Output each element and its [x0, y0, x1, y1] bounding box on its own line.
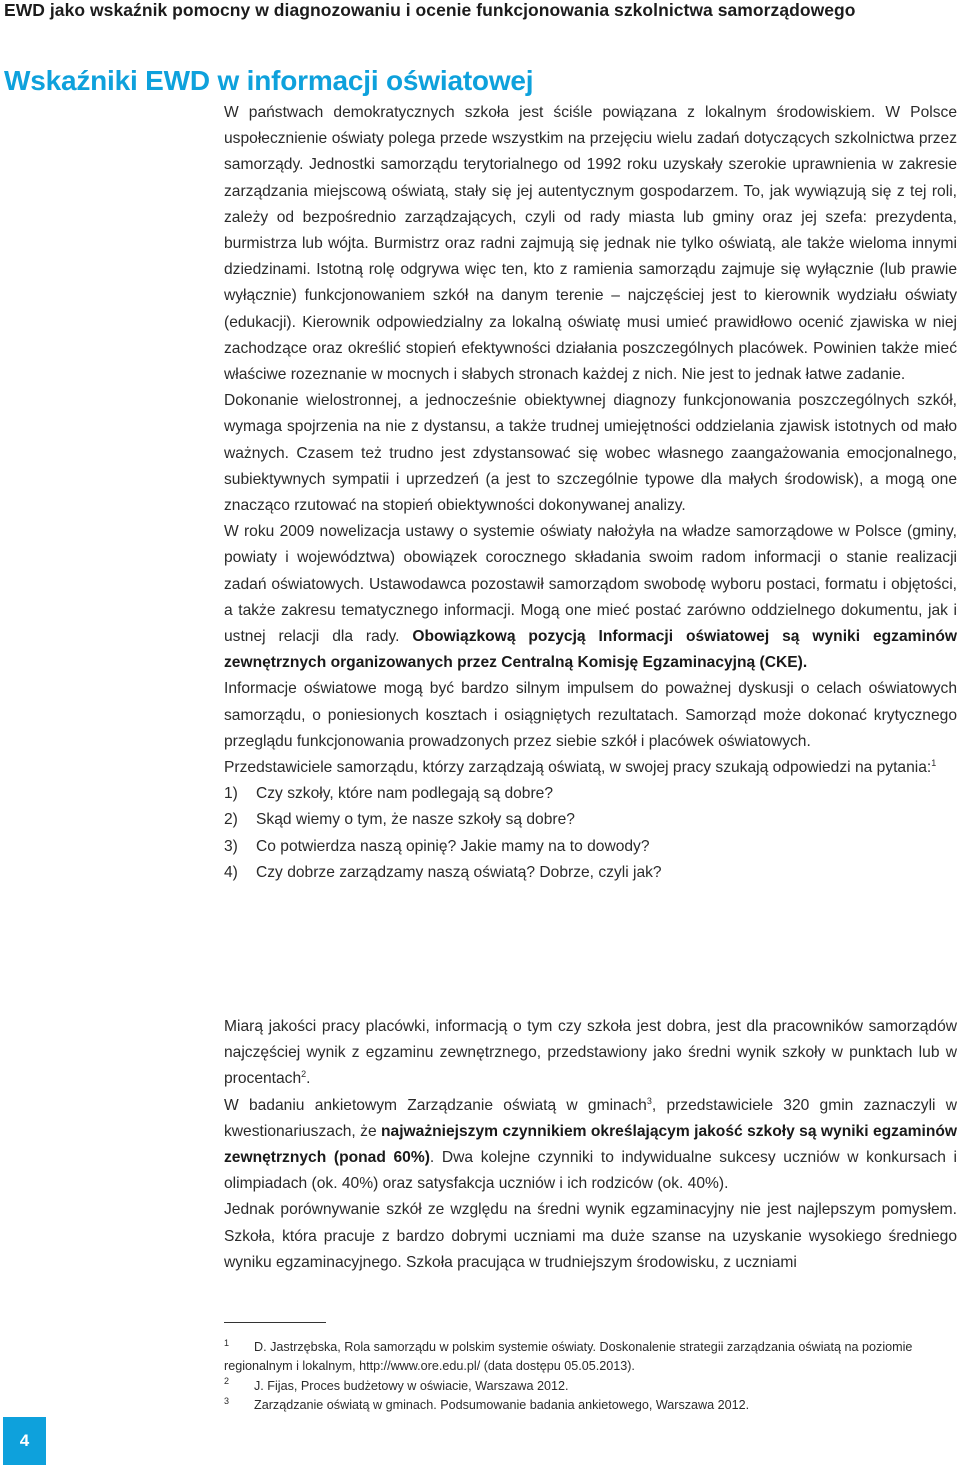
paragraph-6: [224, 1014, 957, 1093]
paragraph-7-text-c: . Dwa kolejne czynniki to indywidualne sukcesy uczniów w konkursach i olimpiadach (ok. 40%) oraz satysfakcja uczniów i ich rodziców (ok. 40%).: [224, 1149, 957, 1193]
footnote: 1 D. Jastrzębska, Rola samorządu w polskim systemie oświaty. Doskonalenie strategii zarządzania oświatą na poziomie regionalnym i lokalnym, http://www.ore.edu.pl/ (data dostępu 05.05.2013).: [224, 1337, 913, 1374]
main-text-top: [224, 100, 957, 886]
running-header: EWD jako wskaźnik pomocny w diagnozowaniu i ocenie funkcjonowania szkolnictwa samorządowego: [4, 0, 856, 20]
list-item-number: 1): [224, 785, 238, 803]
footnotes: [224, 1338, 957, 1415]
paragraph-1: W państwach demokratycznych szkoła jest ściśle powiązana z lokalnym środowiskiem. W Polsce uspołecznienie oświaty polega przede wszystkim na przejęciu wielu zadań dotyczących szkolnictwa przez samorządy. Jednostki samorządu terytorialnego od 1992 roku uzyskały szerokie uprawnienia w zakresie zarządzania miejscową oświatą, stały się jej autentycznym gospodarzem. To, jak wywiązują się z tej roli, zależy od bezpośrednio zarządzających, czyli od rady miasta lub gminy oraz jej szefa: prezydenta, burmistrza lub wójta. Burmistrz oraz radni zajmują się jednak nie tylko oświatą, ale także wieloma innymi dziedzinami. Istotną rolę odgrywa więc ten, kto z ramienia samorządu zajmuje się wyłącznie (lub prawie wyłącznie) funkcjonowaniem szkół na danym terenie – najczęściej jest to kierownik wydziału oświaty (edukacji). Kierownik odpowiedzialny za lokalną oświatę musi umieć prawidłowo ocenić zjawiska w niej zachodzące oraz określić stopień efektywności działania poszczególnych placówek. Powinien także mieć właściwe rozeznanie w mocnych i słabych stronach każdej z nich. Nie jest to jednak łatwe zadanie.: [224, 104, 957, 384]
footnote-ref-1: 1: [931, 757, 937, 768]
list-item-number: 2): [224, 811, 238, 829]
list-item: [224, 807, 957, 833]
paragraph-7: [224, 1093, 957, 1198]
list-item-text: Co potwierdza naszą opinię? Jakie mamy na to dowody?: [256, 837, 650, 855]
section-title: Wskaźniki EWD w informacji oświatowej: [4, 65, 534, 96]
footnote-divider: [224, 1322, 326, 1323]
list-item: [224, 834, 957, 860]
question-list: [224, 781, 957, 886]
list-item: [224, 781, 957, 807]
footnote-text: Zarządzanie oświatą w gminach. Podsumowanie badania ankietowego, Warszawa 2012.: [254, 1397, 750, 1412]
footnote-ref-3: 3: [646, 1095, 652, 1106]
main-text-bottom: [224, 1014, 957, 1276]
paragraph-3: [224, 519, 957, 676]
footnote-text: D. Jastrzębska, Rola samorządu w polskim systemie oświaty. Doskonalenie strategii zarządzania oświatą na poziomie regionalnym i lokalnym, http://www.ore.edu.pl/ (data dostępu 05.05.2013).: [224, 1340, 913, 1374]
footnote: 2 J. Fijas, Proces budżetowy w oświacie, Warszawa 2012.: [224, 1376, 569, 1393]
list-item-number: 3): [224, 837, 238, 855]
footnote: 3 Zarządzanie oświatą w gminach. Podsumowanie badania ankietowego, Warszawa 2012.: [224, 1395, 750, 1412]
paragraph-5-text: Przedstawiciele samorządu, którzy zarządzają oświatą, w swojej pracy szukają odpowiedzi na pytania:: [224, 759, 932, 777]
paragraph-4: Informacje oświatowe mogą być bardzo silnym impulsem do poważnej dyskusji o celach oświatowych samorządu, o poniesionych kosztach i osiągniętych rezultatach. Samorząd może dokonać krytycznego przeglądu funkcjonowania prowadzonych przez siebie szkół i placówek oświatowych.: [224, 680, 957, 750]
paragraph-7-bold: najważniejszym czynnikiem określającym jakość szkoły są wyniki egzaminów zewnętrznych (ponad 60%): [224, 1122, 958, 1167]
paragraph-3-text: W roku 2009 nowelizacja ustawy o systemie oświaty nałożyła na władze samorządowe w Polsce (gminy, powiaty i województwa) obowiązek corocznego składania swoim radom informacji o stanie realizacji zadań oświatowych. Ustawodawca pozostawił samorządom swobodę wyboru postaci, formatu i objętości, a także zakresu tematycznego informacji. Mogą one mieć postać zarówno oddzielnego dokumentu, jak i ustnej relacji dla rady.: [224, 523, 957, 646]
list-item-text: Skąd wiemy o tym, że nasze szkoły są dobre?: [256, 811, 575, 829]
paragraph-2: Dokonanie wielostronnej, a jednocześnie obiektywnej diagnozy funkcjonowania poszczególnych szkół, wymaga spojrzenia na nie z dystansu, a także trudnej umiejętności oddzielania zjawisk istotnych od mało ważnych. Czasem też trudno jest zdystansować się wobec własnego zaangażowania emocjonalnego, subiektywnych sympatii i uprzedzeń (a jest to szczególnie typowe dla małych środowisk), a mogą one znacząco rzutować na stopień obiektywności dokonywanej analizy.: [224, 392, 957, 515]
list-item-number: 4): [224, 863, 238, 881]
paragraph-7-text-a: W badaniu ankietowym Zarządzanie oświatą w gminach: [224, 1096, 647, 1114]
list-item: [224, 860, 957, 886]
list-item-text: Czy szkoły, które nam podlegają są dobre?: [256, 785, 554, 803]
list-item-text: Czy dobrze zarządzamy naszą oświatą? Dobrze, czyli jak?: [256, 863, 662, 881]
paragraph-6-text: Miarą jakości pracy placówki, informacją o tym czy szkoła jest dobra, jest dla pracowników samorządów najczęściej wynik z egzaminu zewnętrznego, przedstawiony jako średni wynik szkoły w punktach lub w procentach: [224, 1018, 957, 1088]
footnote-ref-2: 2: [301, 1069, 307, 1080]
paragraph-8: Jednak porównywanie szkół ze względu na średni wynik egzaminacyjny nie jest najlepszym pomysłem. Szkoła, która pracuje z bardzo dobrymi uczniami ma duże szanse na uzyskanie wysokiego średniego wyniku egzaminacyjnego. Szkoła pracująca w trudniejszym środowisku, z uczniami: [224, 1201, 957, 1271]
footnote-text: J. Fijas, Proces budżetowy w oświacie, Warszawa 2012.: [254, 1378, 569, 1393]
paragraph-6-end: .: [306, 1070, 311, 1088]
page-number-badge: 4: [3, 1417, 46, 1465]
paragraph-3-bold: Obowiązkową pozycją Informacji oświatowej są wyniki egzaminów zewnętrznych organizowanych przez Centralną Komisję Egzaminacyjną (CKE).: [224, 628, 957, 672]
paragraph-5: [224, 755, 957, 781]
paragraph-7-text-b: , przedstawiciele 320 gmin zaznaczyli w kwestionariuszach, że: [224, 1096, 958, 1140]
